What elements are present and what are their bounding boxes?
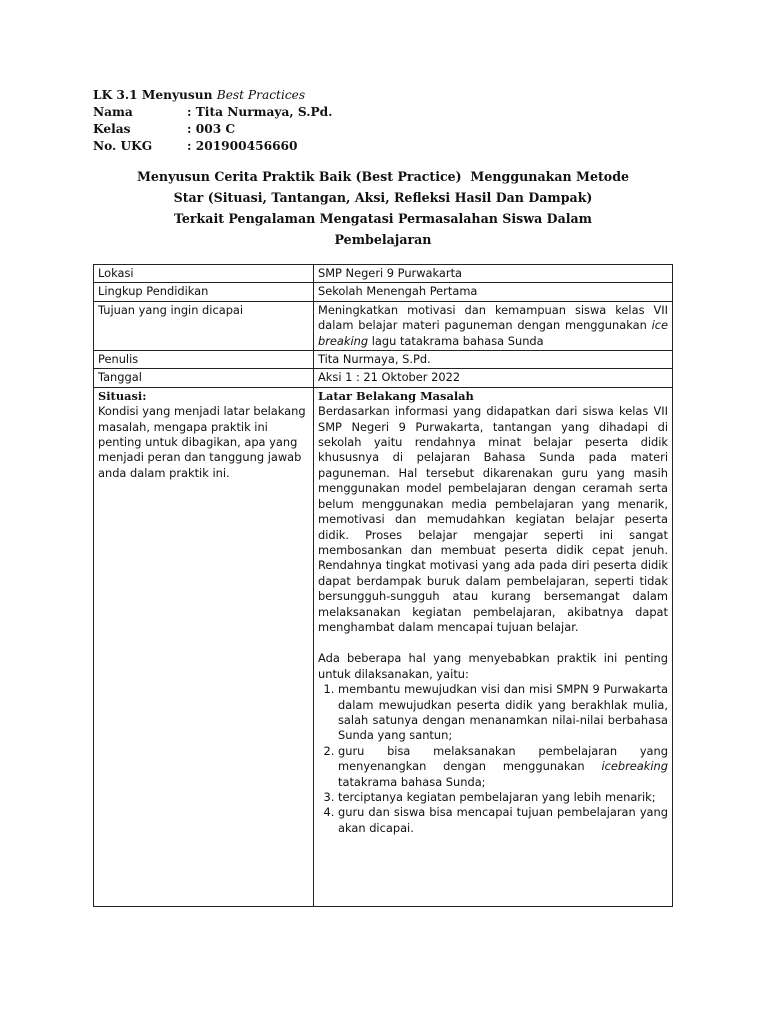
situasi-label: Situasi:	[98, 388, 147, 403]
tujuan-text-a: Meningkatkan motivasi dan kemampuan siswa kelas VII dalam belajar materi paguneman dengan menggunakan	[318, 302, 668, 333]
list-item: 4. guru dan siswa bisa mencapai tujuan pembelajaran yang akan dicapai.	[338, 805, 668, 836]
tanggal-label: Tanggal	[94, 369, 314, 387]
document-title	[93, 166, 673, 250]
title-line-1: Menyusun Cerita Praktik Baik (Best Practice) Menggunakan Metode	[136, 169, 630, 184]
situasi-cell	[94, 387, 314, 906]
item2-text-a: guru bisa melaksanakan pembelajaran yang menyenangkan dengan menggunakan	[338, 743, 668, 774]
tujuan-text-b: lagu tatakrama bahasa Sunda	[368, 333, 544, 348]
table-row	[94, 351, 673, 369]
item2-italic: icebreaking	[601, 759, 668, 774]
best-practice-table	[93, 264, 673, 907]
table-row	[94, 283, 673, 301]
lk-italic: Best Practices	[216, 88, 306, 102]
lokasi-value: SMP Negeri 9 Purwakarta	[314, 265, 673, 283]
tujuan-value	[314, 301, 673, 350]
table-row	[94, 265, 673, 283]
lingkup-value: Sekolah Menengah Pertama	[314, 283, 673, 301]
tanggal-value: Aksi 1 : 21 Oktober 2022	[314, 369, 673, 387]
table-row	[94, 369, 673, 387]
title-line-3: Terkait Pengalaman Mengatasi Permasalahan Siswa Dalam	[173, 211, 592, 226]
field-key: Kelas	[93, 122, 131, 136]
document-header	[93, 87, 332, 155]
field-key: Nama	[93, 105, 133, 119]
reasons-intro: Ada beberapa hal yang menyebabkan praktik ini penting untuk dilaksanakan, yaitu:	[318, 651, 668, 681]
list-item	[338, 744, 668, 790]
lk-prefix: LK 3.1 Menyusun	[93, 88, 217, 102]
latar-belakang-paragraph: Berdasarkan informasi yang didapatkan dari siswa kelas VII SMP Negeri 9 Purwakarta, tantangan yang dihadapi di sekolah yaitu rendahnya minat belajar peserta didik khususnya di pelajaran Bahasa Sunda pada materi paguneman. Hal tersebut dikarenakan guru yang masih menggunakan model pembelajaran dengan ceramah serta belum menggunakan media pembelajaran yang menarik, memotivasi dan memudahkan kegiatan belajar peserta didik. Proses belajar mengajar seperti ini sangat membosankan dan membuat peserta didik cepat jenuh. Rendahnya tingkat motivasi yang ada pada diri peserta didik dapat berdampak buruk dalam pembelajaran, seperti tidak bersungguh-sungguh atau kurang bersemangat dalam melaksanakan kegiatan pembelajaran, akibatnya dapat menghambat dalam mencapai tujuan belajar.	[318, 404, 668, 634]
field-value: : 201900456660	[187, 139, 298, 153]
lokasi-label: Lokasi	[94, 265, 314, 283]
list-item: 1. membantu mewujudkan visi dan misi SMPN 9 Purwakarta dalam mewujudkan peserta didik yang berakhlak mulia, salah satunya dengan menanamkan nilai-nilai berbahasa Sunda yang santun;	[338, 682, 668, 744]
field-no-ukg	[93, 138, 332, 155]
title-line-4: Pembelajaran	[334, 232, 432, 247]
list-item: 3. terciptanya kegiatan pembelajaran yang lebih menarik;	[338, 790, 668, 805]
penulis-label: Penulis	[94, 351, 314, 369]
item2-text-b: tatakrama bahasa Sunda;	[338, 774, 486, 789]
penulis-value: Tita Nurmaya, S.Pd.	[314, 351, 673, 369]
field-kelas	[93, 121, 332, 138]
latar-belakang-cell	[314, 387, 673, 906]
table-row	[94, 387, 673, 906]
tujuan-label: Tujuan yang ingin dicapai	[94, 301, 314, 350]
title-line-2: Star (Situasi, Tantangan, Aksi, Refleksi Hasil Dan Dampak)	[173, 190, 593, 205]
field-value: : 003 C	[187, 122, 236, 136]
lingkup-label: Lingkup Pendidikan	[94, 283, 314, 301]
reasons-list	[318, 682, 668, 836]
lk-heading	[93, 87, 332, 104]
table-row	[94, 301, 673, 350]
field-value: : Tita Nurmaya, S.Pd.	[187, 105, 333, 119]
latar-belakang-title: Latar Belakang Masalah	[318, 388, 474, 403]
tujuan-italic: ice breaking	[318, 318, 668, 348]
field-key: No. UKG	[93, 139, 153, 153]
field-nama	[93, 104, 332, 121]
situasi-description: Kondisi yang menjadi latar belakang masalah, mengapa praktik ini penting untuk dibagikan, apa yang menjadi peran dan tanggung jawab anda dalam praktik ini.	[98, 404, 306, 480]
